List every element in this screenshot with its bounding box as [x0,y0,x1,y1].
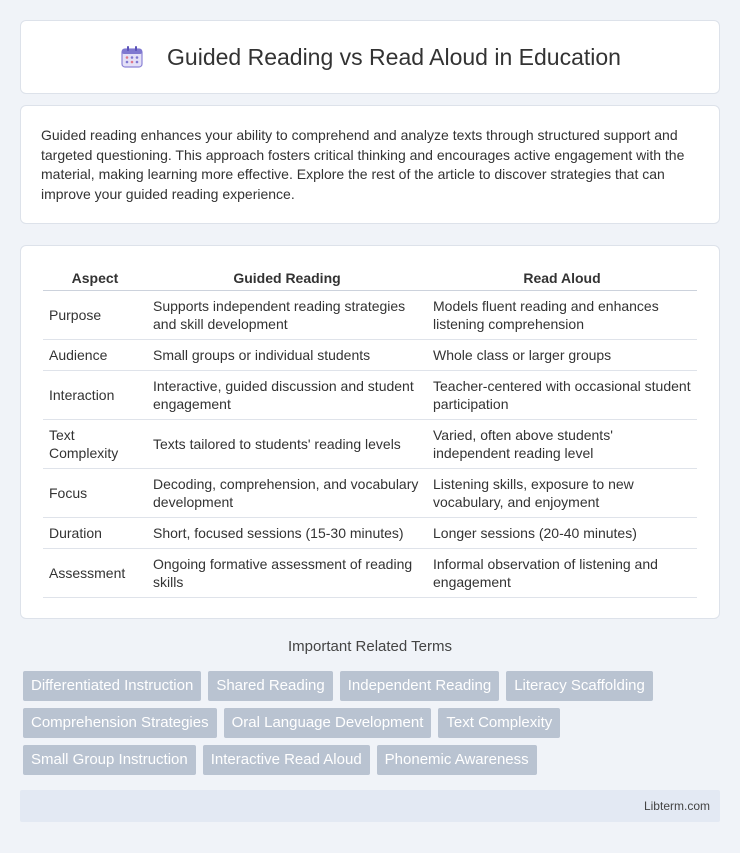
column-header-aspect: Aspect [43,266,147,291]
cell-guided: Small groups or individual students [147,340,427,371]
table-header-row [43,266,697,291]
cell-aspect: Focus [43,469,147,518]
cell-aloud: Longer sessions (20-40 minutes) [427,518,697,549]
table-row [43,469,697,518]
footer [20,790,720,822]
tag-oral-language-development[interactable]: Oral Language Development [224,708,432,738]
cell-guided: Interactive, guided discussion and student engagement [147,371,427,420]
comparison-table-card [20,245,720,619]
table-row [43,518,697,549]
cell-aspect: Duration [43,518,147,549]
cell-guided: Texts tailored to students' reading levels [147,420,427,469]
cell-aloud: Teacher-centered with occasional student participation [427,371,697,420]
related-terms-tags [23,671,723,775]
intro-text: Guided reading enhances your ability to comprehend and analyze texts through structured support and targeted questioning. This approach fosters critical thinking and encourages active engagement with the material, making learning more effective. Explore the rest of the article to discover strategies that can improve your guided reading experience. [41,127,685,202]
tag-comprehension-strategies[interactable]: Comprehension Strategies [23,708,217,738]
related-terms-title: Important Related Terms [288,638,452,655]
cell-aspect: Text Complexity [43,420,147,469]
cell-aloud: Varied, often above students' independent reading level [427,420,697,469]
calendar-icon [119,44,145,70]
tag-literacy-scaffolding[interactable]: Literacy Scaffolding [506,671,653,701]
cell-aspect: Purpose [43,291,147,340]
cell-aspect: Interaction [43,371,147,420]
cell-aloud: Listening skills, exposure to new vocabulary, and enjoyment [427,469,697,518]
tag-small-group-instruction[interactable]: Small Group Instruction [23,745,196,775]
tag-shared-reading[interactable]: Shared Reading [208,671,332,701]
table-row [43,549,697,598]
footer-brand[interactable]: Libterm.com [643,799,710,813]
cell-guided: Supports independent reading strategies and skill development [147,291,427,340]
page-title: Guided Reading vs Read Aloud in Education [167,43,621,70]
column-header-guided-reading: Guided Reading [147,266,427,291]
tag-text-complexity[interactable]: Text Complexity [438,708,560,738]
tag-independent-reading[interactable]: Independent Reading [340,671,499,701]
cell-aspect: Audience [43,340,147,371]
tag-interactive-read-aloud[interactable]: Interactive Read Aloud [203,745,370,775]
cell-aloud: Informal observation of listening and engagement [427,549,697,598]
table-row [43,371,697,420]
tag-phonemic-awareness[interactable]: Phonemic Awareness [377,745,537,775]
column-header-read-aloud: Read Aloud [427,266,697,291]
table-row [43,340,697,371]
cell-guided: Decoding, comprehension, and vocabulary development [147,469,427,518]
cell-guided: Short, focused sessions (15-30 minutes) [147,518,427,549]
cell-aloud: Models fluent reading and enhances listening comprehension [427,291,697,340]
cell-guided: Ongoing formative assessment of reading skills [147,549,427,598]
cell-aspect: Assessment [43,549,147,598]
comparison-table [43,266,697,598]
tag-differentiated-instruction[interactable]: Differentiated Instruction [23,671,201,701]
intro-card [20,105,720,224]
table-row [43,420,697,469]
table-row [43,291,697,340]
cell-aloud: Whole class or larger groups [427,340,697,371]
header-card [20,20,720,94]
